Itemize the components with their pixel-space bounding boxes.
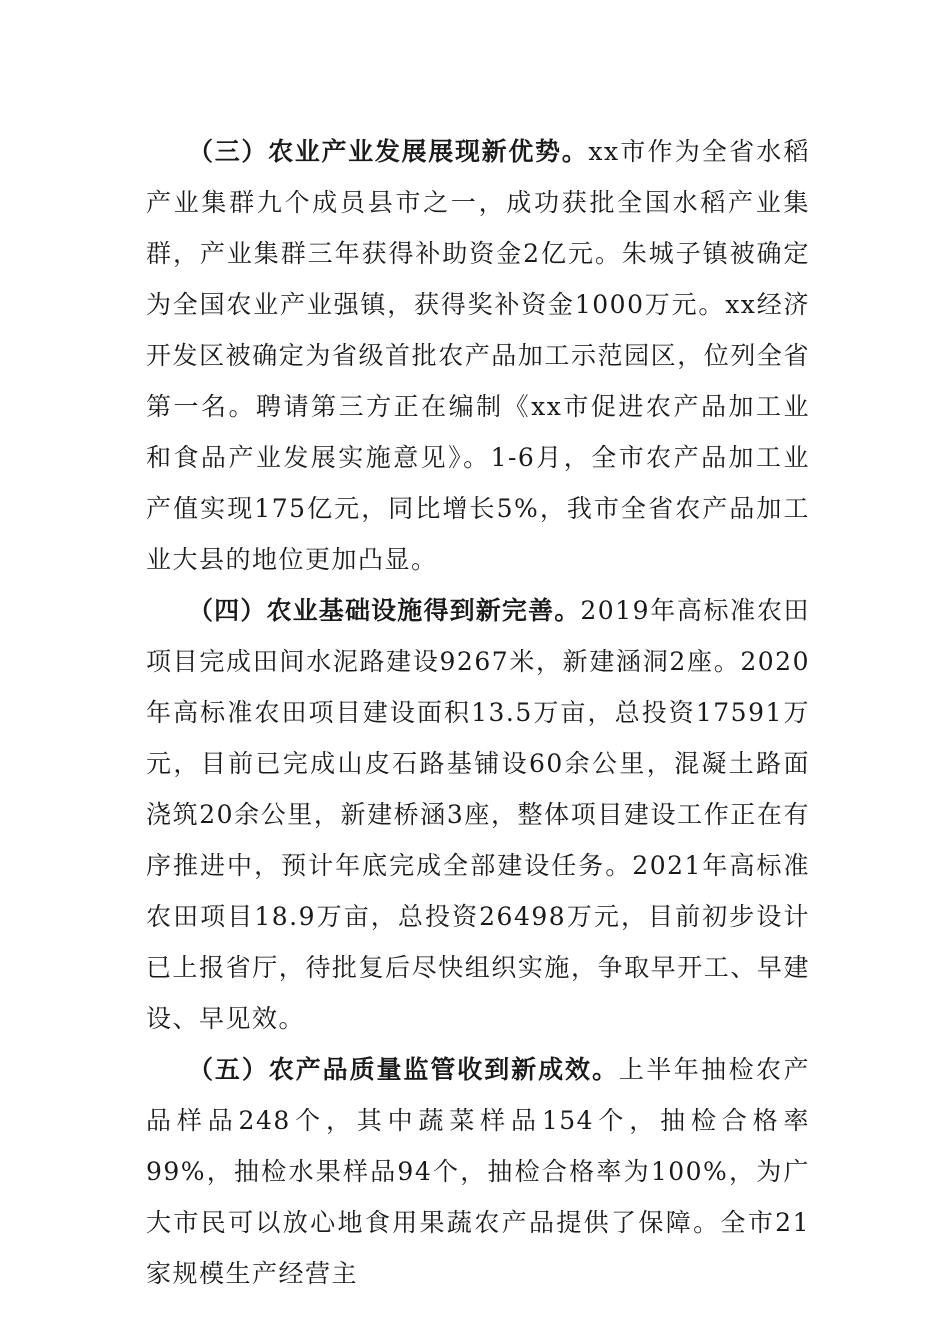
section-heading-four: （四）农业基础设施得到新完善。 — [188, 596, 581, 625]
section-heading-five: （五）农产品质量监管收到新成效。 — [188, 1055, 619, 1084]
paragraph-agriculture-industry — [146, 126, 810, 585]
section-heading-three: （三）农业产业发展展现新优势。 — [188, 137, 589, 166]
paragraph-text: xx市作为全省水稻产业集群九个成员县市之一，成功获批全国水稻产业集群，产业集群三年获得补助资金2亿元。朱城子镇被确定为全国农业产业强镇，获得奖补资金1000万元。xx经济开发区被确定为省级首批农产品加工示范园区，位列全省第一名。聘请第三方正在编制《xx市促进农产品加工业和食品产业发展实施意见》。1-6月，全市农产品加工业产值实现175亿元，同比增长5%，我市全省农产品加工业大县的地位更加凸显。 — [146, 137, 810, 574]
paragraph-quality-supervision — [146, 1044, 810, 1299]
document-body — [146, 126, 810, 1299]
paragraph-infrastructure — [146, 585, 810, 1044]
paragraph-text: 上半年抽检农产品样品248个，其中蔬菜样品154个，抽检合格率99%，抽检水果样品94个，抽检合格率为100%，为广大市民可以放心地食用果蔬农产品提供了保障。全市21家规模生产经营主 — [146, 1055, 810, 1288]
paragraph-text: 2019年高标准农田项目完成田间水泥路建设9267米，新建涵洞2座。2020年高标准农田项目建设面积13.5万亩，总投资17591万元，目前已完成山皮石路基铺设60余公里，混凝土路面浇筑20余公里，新建桥涵3座，整体项目建设工作正在有序推进中，预计年底完成全部建设任务。2021年高标准农田项目18.9万亩，总投资26498万元，目前初步设计已上报省厅，待批复后尽快组织实施，争取早开工、早建设、早见效。 — [146, 596, 810, 1033]
